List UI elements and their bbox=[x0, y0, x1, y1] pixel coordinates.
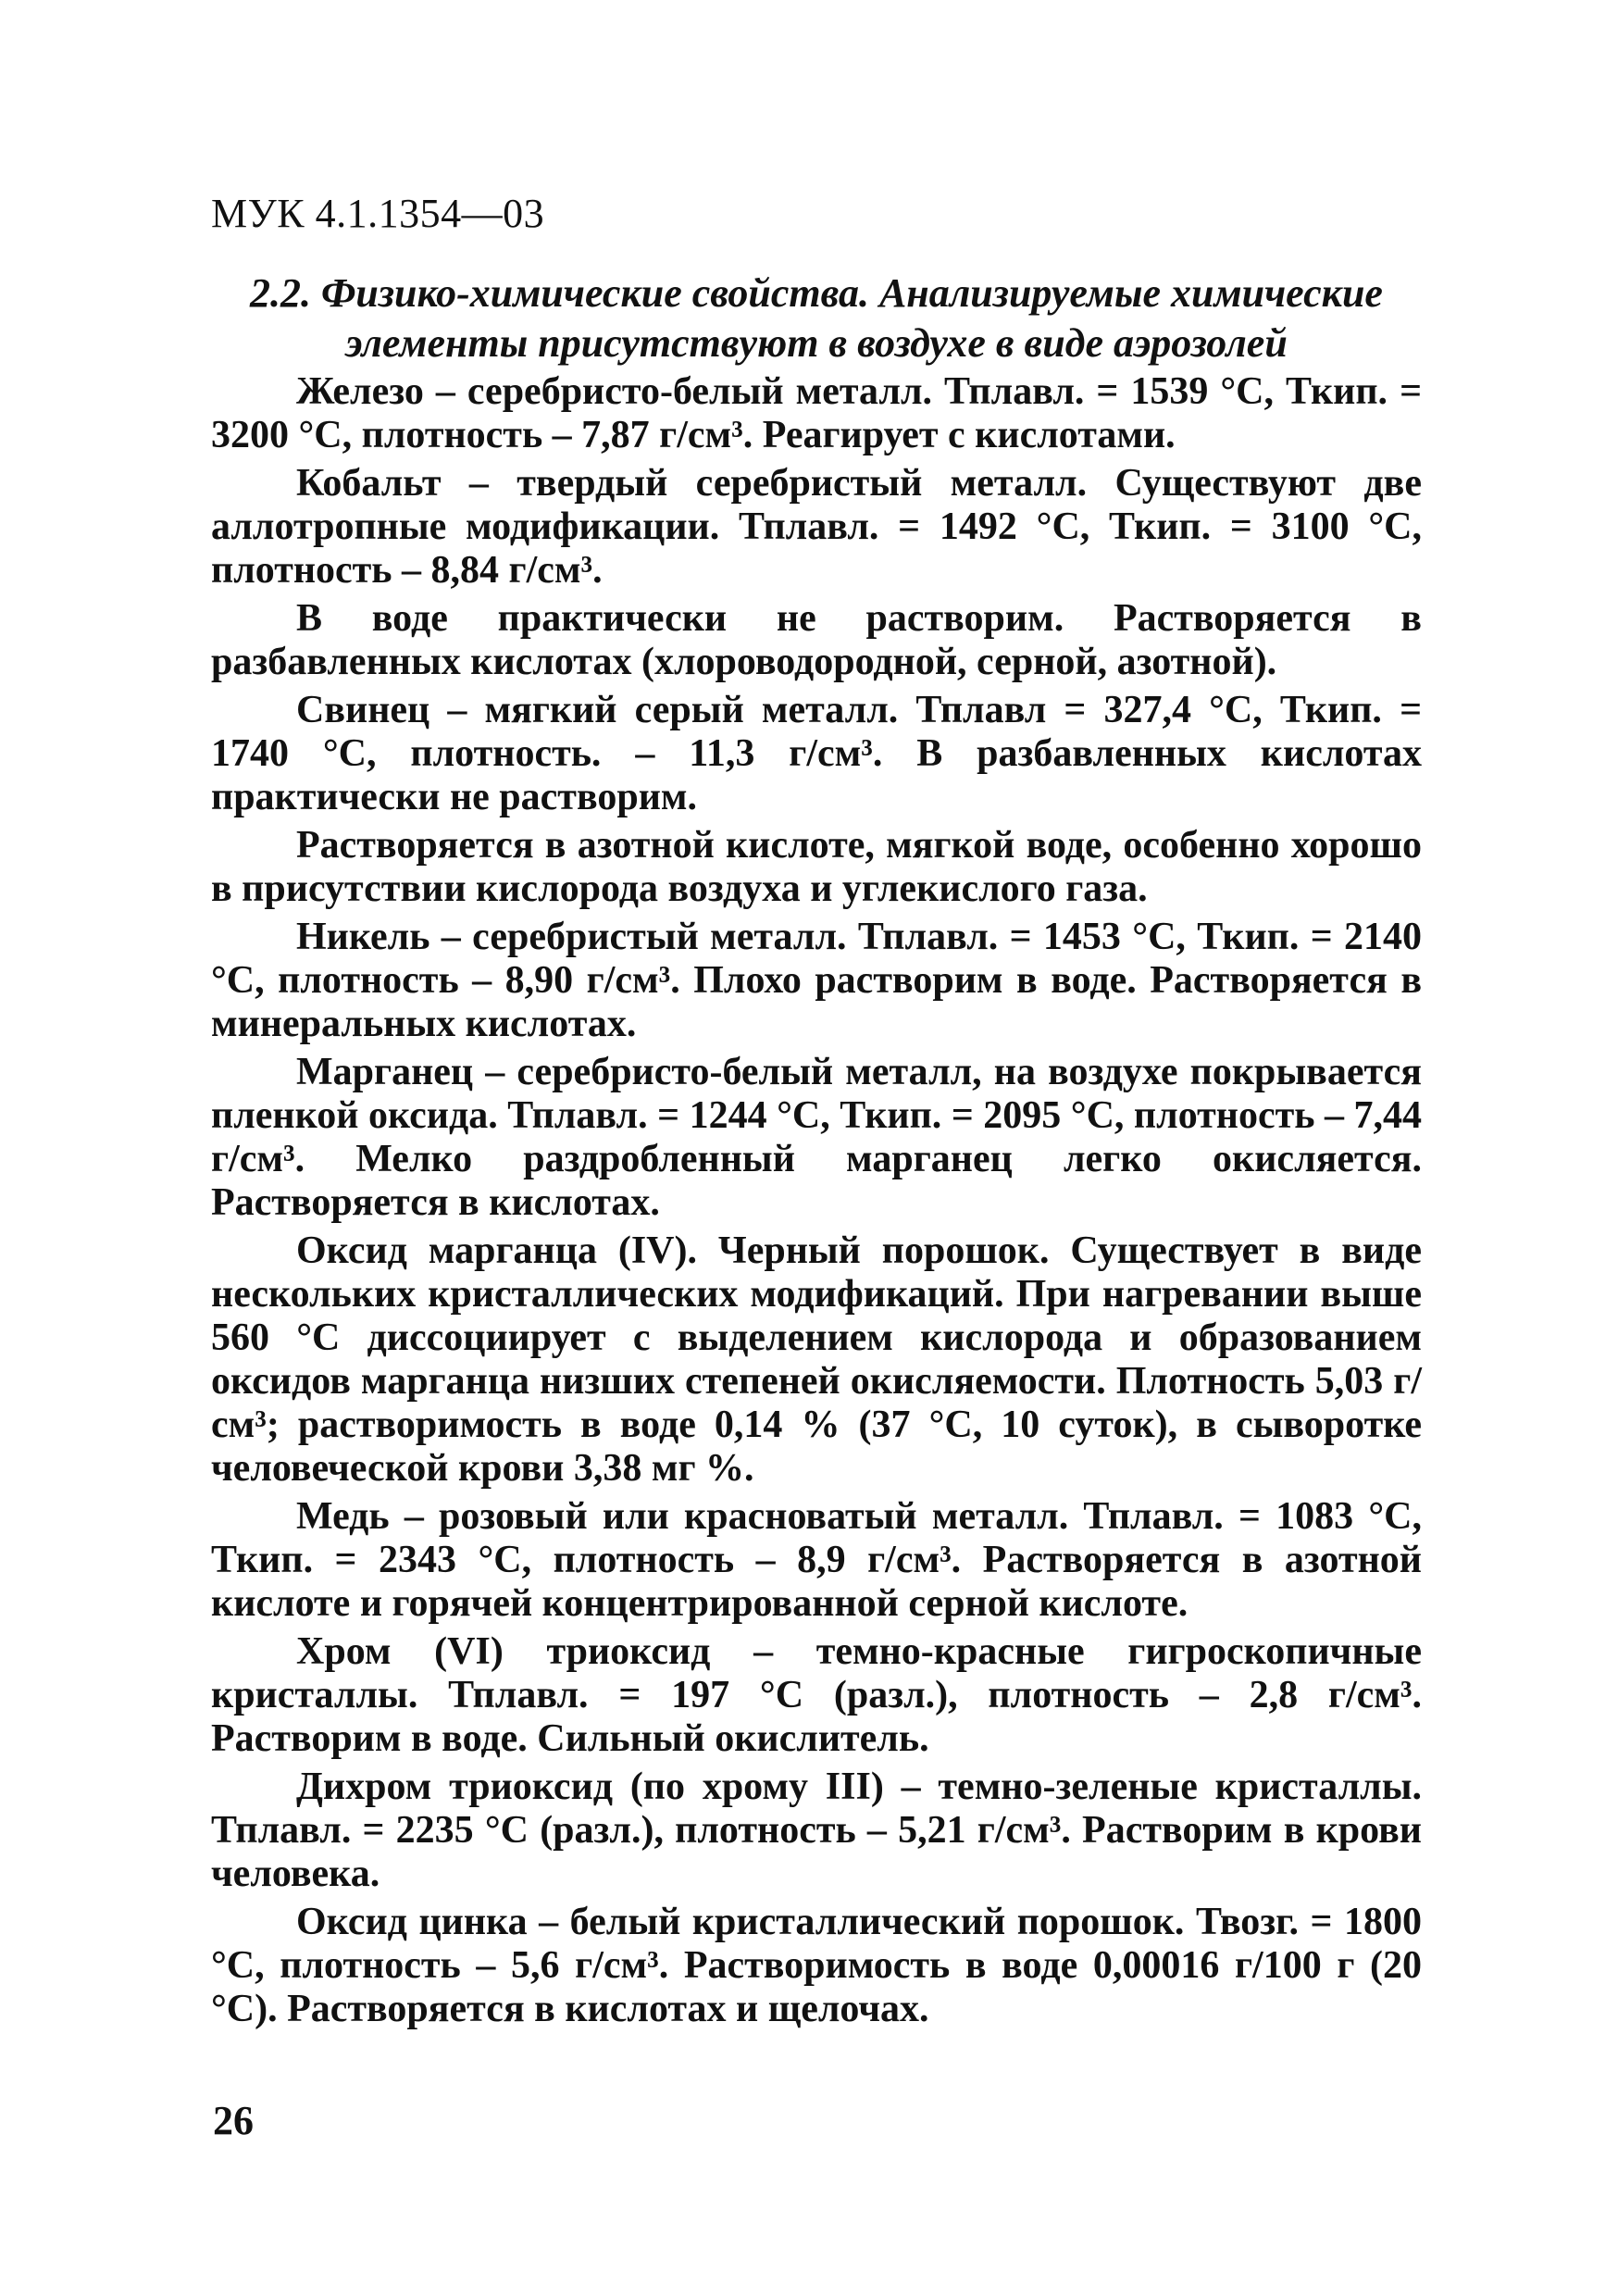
paragraph-copper: Медь – розовый или красноватый металл. Тплавл. = 1083 °С, Ткип. = 2343 °С, плотность – 8,9 г/см³. Растворяется в азотной кислоте и горячей концентрированной серной кислоте. bbox=[211, 1495, 1422, 1625]
page-number: 26 bbox=[213, 2098, 254, 2143]
paragraph-cobalt: Кобальт – твердый серебристый металл. Существуют две аллотропные модификации. Тплавл. = 1492 °С, Ткип. = 3100 °С, плотность – 8,84 г/см³. bbox=[211, 462, 1422, 592]
paragraph-lead: Свинец – мягкий серый металл. Тплавл = 327,4 °С, Ткип. = 1740 °С, плотность. – 11,3 г/см³. В разбавленных кислотах практически не растворим. bbox=[211, 689, 1422, 818]
paragraph-nickel: Никель – серебристый металл. Тплавл. = 1453 °С, Ткип. = 2140 °С, плотность – 8,90 г/см³. Плохо растворим в воде. Растворяется в минеральных кислотах. bbox=[211, 916, 1422, 1045]
paragraph-dichromium-trioxide: Дихром триоксид (по хрому III) – темно-зеленые кристаллы. Тплавл. = 2235 °С (разл.), плотность – 5,21 г/см³. Растворим в крови человека. bbox=[211, 1766, 1422, 1895]
paragraph-cobalt-solubility: В воде практически не растворим. Растворяется в разбавленных кислотах (хлороводородной, серной, азотной). bbox=[211, 597, 1422, 683]
body-text bbox=[211, 370, 1422, 2031]
paragraph-chromium-trioxide: Хром (VI) триоксид – темно-красные гигроскопичные кристаллы. Тплавл. = 197 °С (разл.), плотность – 2,8 г/см³. Растворим в воде. Сильный окислитель. bbox=[211, 1630, 1422, 1760]
section-title-line-1: 2.2. Физико-химические свойства. Анализируемые химические bbox=[250, 270, 1383, 316]
paragraph-iron: Железо – серебристо-белый металл. Тплавл. = 1539 °С, Ткип. = 3200 °С, плотность – 7,87 г/см³. Реагирует с кислотами. bbox=[211, 370, 1422, 456]
paragraph-manganese: Марганец – серебристо-белый металл, на воздухе покрывается пленкой оксида. Тплавл. = 1244 °С, Ткип. = 2095 °С, плотность – 7,44 г/см³. Мелко раздробленный марганец легко окисляется. Растворяется в кислотах. bbox=[211, 1051, 1422, 1224]
section-title bbox=[211, 268, 1422, 368]
paragraph-zinc-oxide: Оксид цинка – белый кристаллический порошок. Твозг. = 1800 °С, плотность – 5,6 г/см³. Растворимость в воде 0,00016 г/100 г (20 °С). Растворяется в кислотах и щелочах. bbox=[211, 1901, 1422, 2030]
section-title-line-2: элементы присутствуют в воздухе в виде аэрозолей bbox=[345, 320, 1288, 366]
paragraph-lead-solubility: Растворяется в азотной кислоте, мягкой воде, особенно хорошо в присутствии кислорода воздуха и углекислого газа. bbox=[211, 824, 1422, 910]
document-code-header: МУК 4.1.1354—03 bbox=[211, 191, 545, 236]
paragraph-manganese-oxide: Оксид марганца (IV). Черный порошок. Существует в виде нескольких кристаллических модификаций. При нагревании выше 560 °С диссоциирует с выделением кислорода и образованием оксидов марганца низших степеней окисляемости. Плотность 5,03 г/см³; растворимость в воде 0,14 % (37 °С, 10 суток), в сыворотке человеческой крови 3,38 мг %. bbox=[211, 1229, 1422, 1490]
